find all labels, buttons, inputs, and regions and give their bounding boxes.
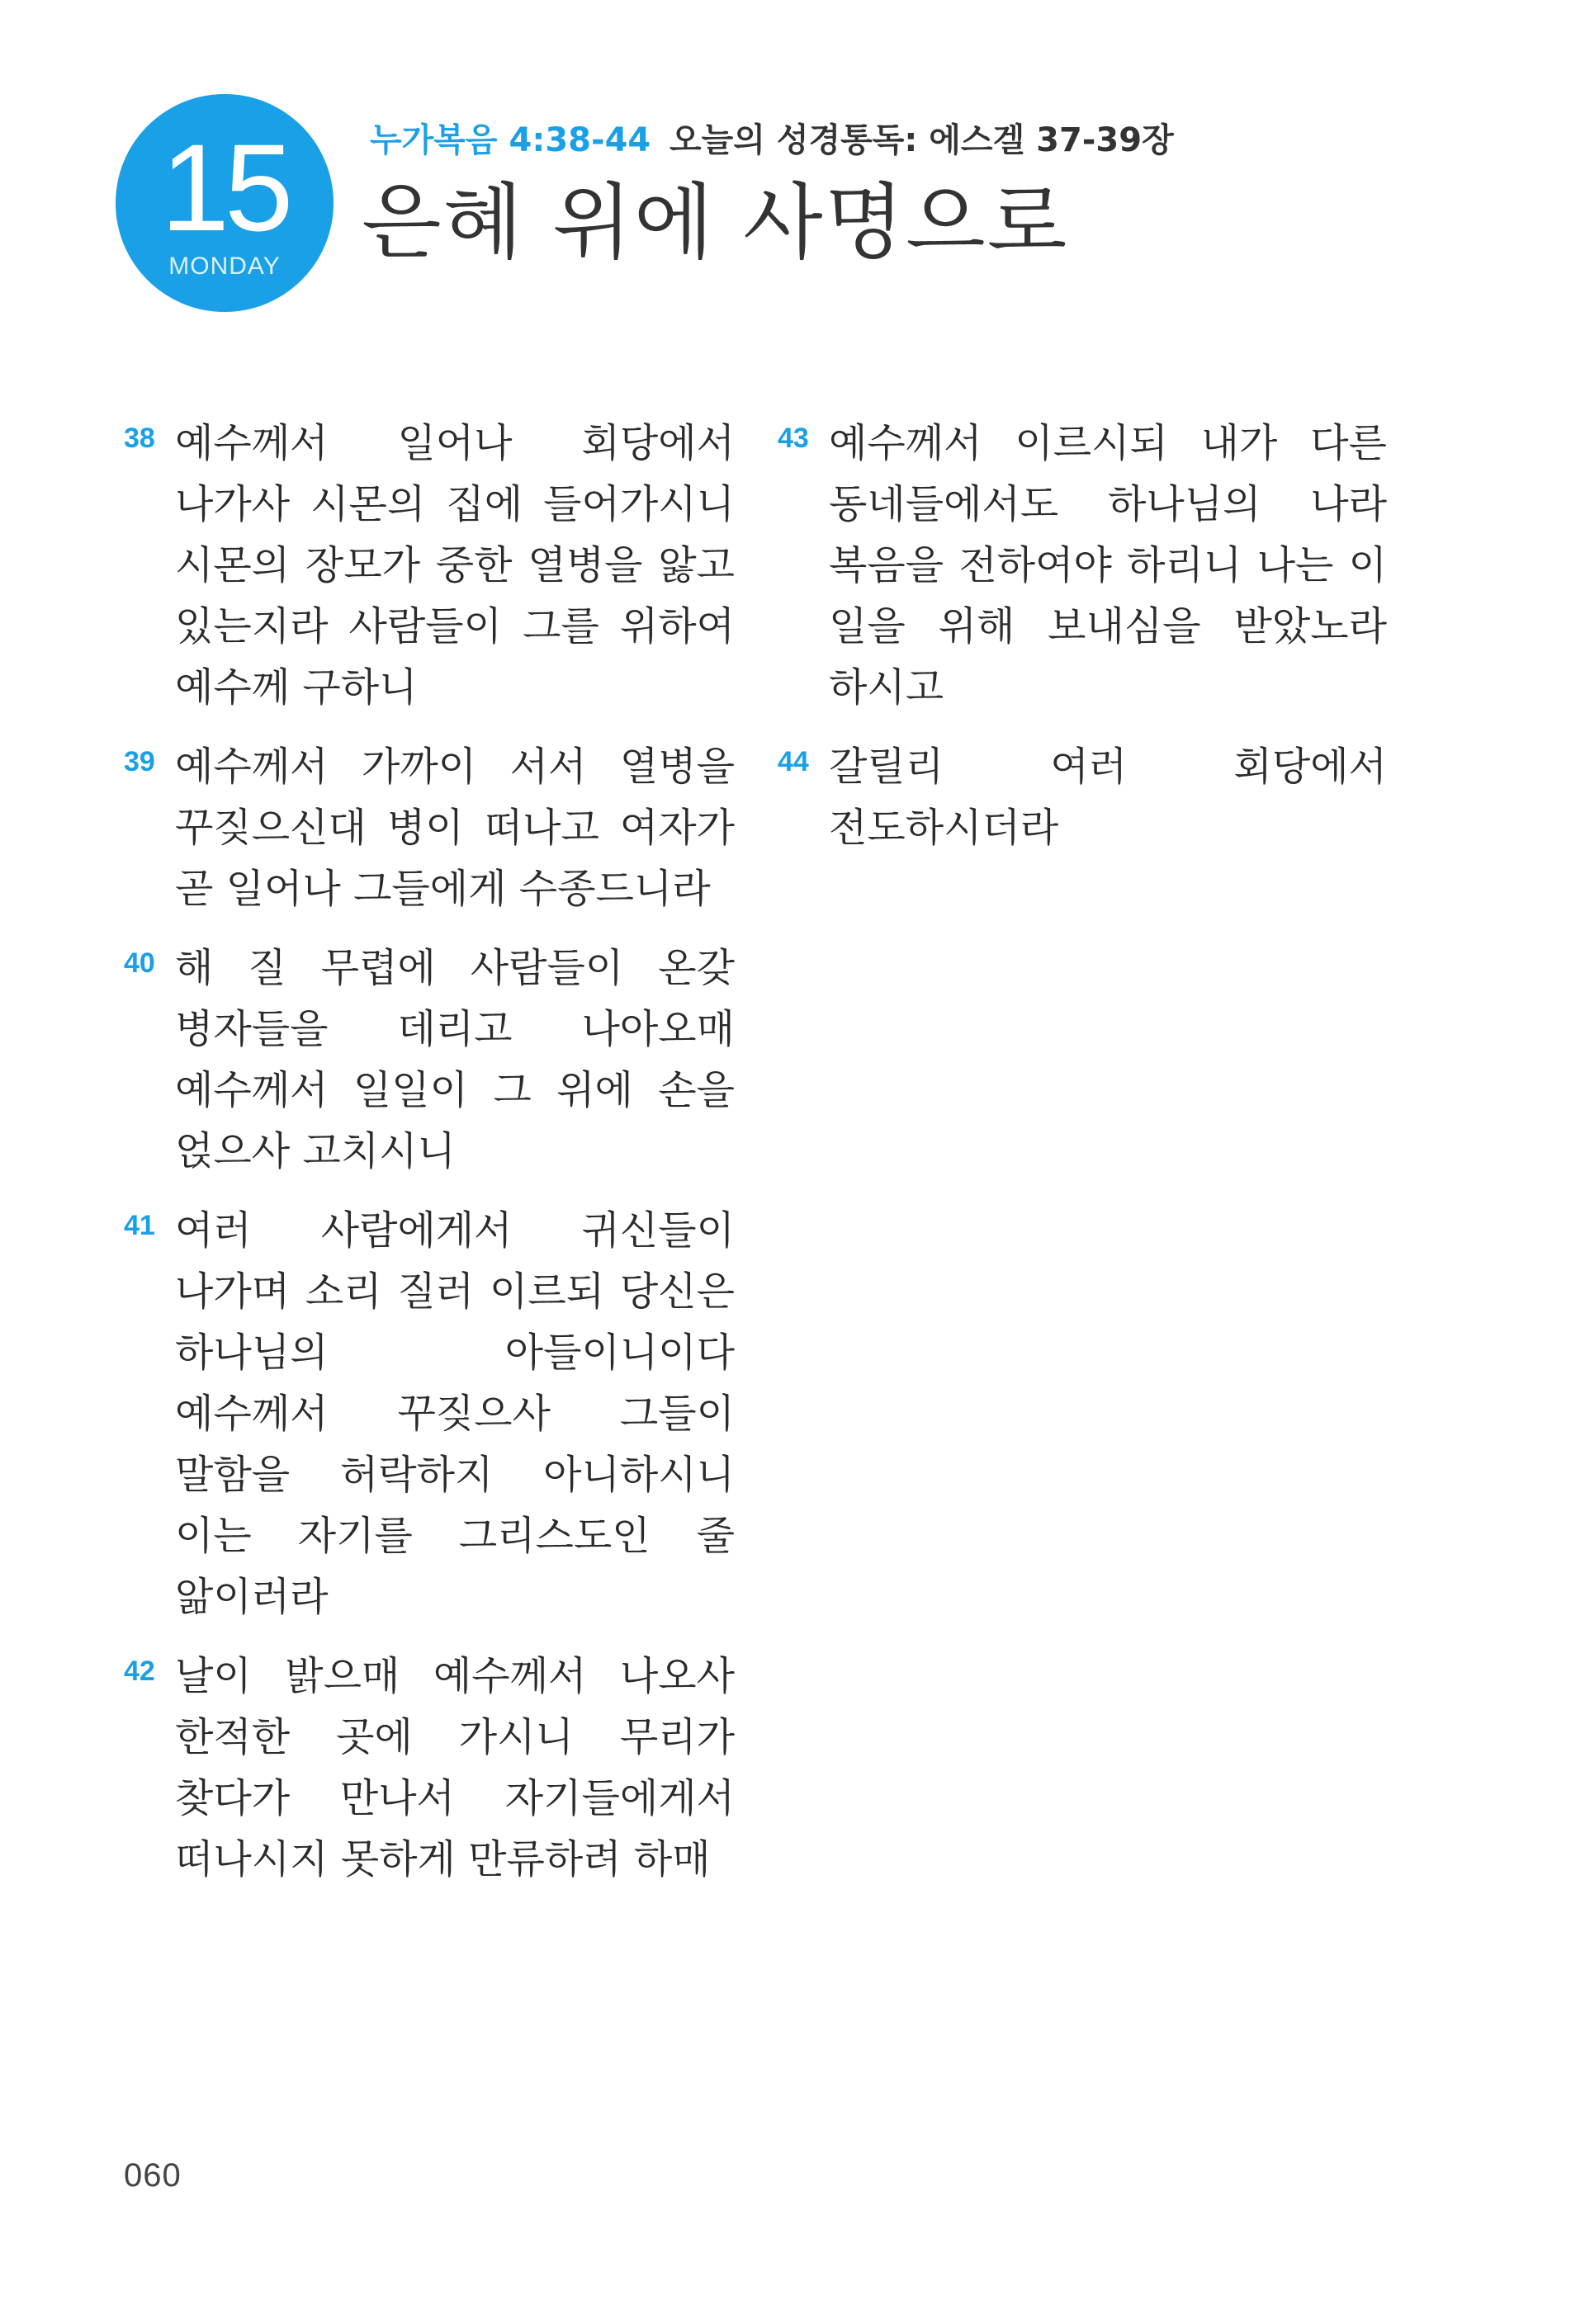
verse-number: 40 [124, 947, 155, 979]
day-badge [116, 94, 334, 312]
verse-text: 해 질 무렵에 사람들이 온갖 병자들을 데리고 나아오매 예수께서 일일이 그 위에 손을 얹으사 고치시니 [175, 945, 735, 1174]
verse-41 [124, 1200, 735, 1627]
page-title: 은혜 위에 사명으로 [362, 174, 1069, 271]
weekday-label: MONDAY [168, 253, 281, 280]
verse-text: 예수께서 이르시되 내가 다른 동네들에서도 하나님의 나라 복음을 전하여야 하리니 나는 이 일을 위해 보내심을 받았노라 하시고 [829, 420, 1387, 711]
day-number: 15 [160, 118, 289, 257]
verse-number: 43 [778, 423, 809, 454]
verse-number: 38 [124, 423, 155, 454]
verse-text: 날이 밝으매 예수께서 나오사 한적한 곳에 가시니 무리가 찾다가 만나서 자기들에게서 떠나시지 못하게 만류하려 하매 [175, 1653, 735, 1882]
verse-text: 갈릴리 여러 회당에서 전도하시더라 [829, 744, 1387, 851]
scripture-reference: 누가복음 4:38-44 [370, 121, 651, 159]
verse-text: 예수께서 가까이 서서 열병을 꾸짖으신대 병이 떠나고 여자가 곧 일어나 그들에게 수종드니라 [175, 744, 735, 912]
verse-44 [778, 736, 1387, 858]
verse-42 [124, 1646, 735, 1890]
reading-plan: 오늘의 성경통독: 에스겔 37-39장 [669, 121, 1174, 159]
verse-number: 44 [778, 746, 809, 777]
verse-number: 42 [124, 1656, 155, 1687]
verse-text: 여러 사람에게서 귀신들이 나가며 소리 질러 이르되 당신은 하나님의 아들이니이다 예수께서 꾸짖으사 그들이 말함을 허락하지 아니하시니 이는 자기를 그리스도인 줄 앎이러라 [175, 1207, 735, 1620]
verse-number: 41 [124, 1210, 155, 1241]
verse-39 [124, 736, 735, 919]
verse-40 [124, 938, 735, 1182]
left-column [124, 413, 735, 1908]
header-subline [370, 120, 1174, 160]
page-number: 060 [124, 2157, 182, 2194]
verse-43 [778, 413, 1387, 718]
verse-text: 예수께서 일어나 회당에서 나가사 시몬의 집에 들어가시니 시몬의 장모가 중한 열병을 앓고 있는지라 사람들이 그를 위하여 예수께 구하니 [175, 420, 735, 711]
verse-number: 39 [124, 746, 155, 777]
verse-38 [124, 413, 735, 718]
right-column [778, 413, 1387, 876]
